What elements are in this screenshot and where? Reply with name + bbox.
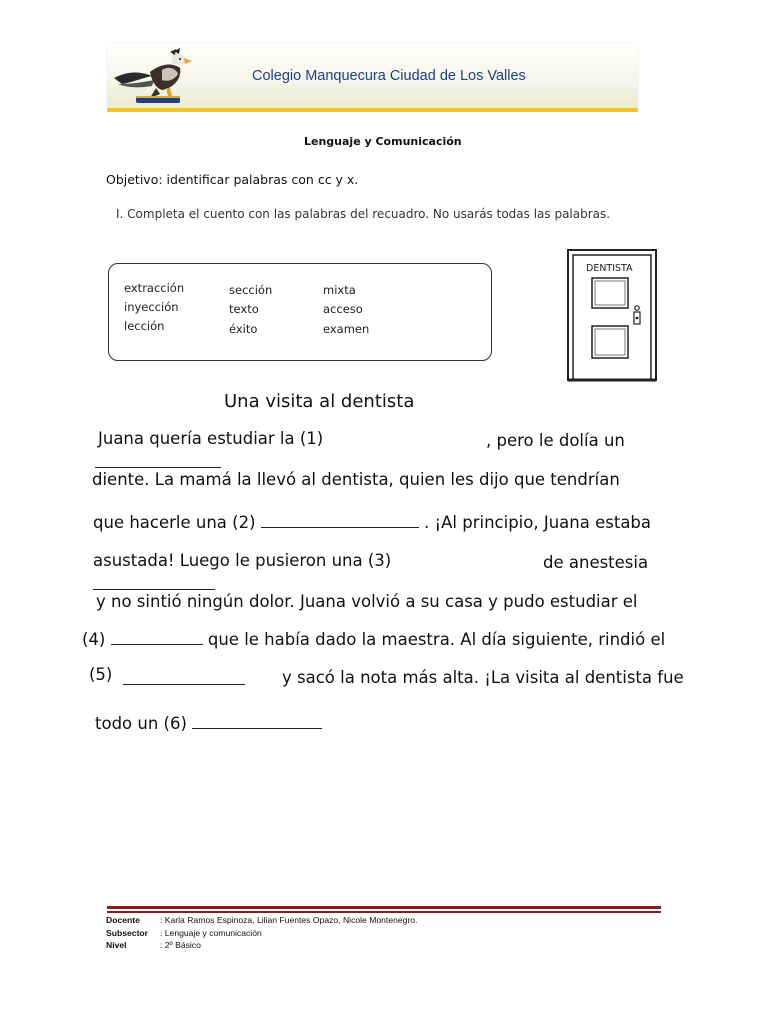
answer-blank-5[interactable] (123, 684, 245, 685)
door-sign: DENTISTA (586, 263, 633, 274)
story-line: asustada! Luego le pusieron una (3) (93, 551, 392, 570)
story-text: . ¡Al principio, Juana estaba (424, 513, 652, 532)
footer-docente-label: Docente (106, 915, 140, 925)
footer-subsector-label: Subsector (106, 928, 149, 938)
story-line (89, 665, 112, 684)
instruction-text: I. Completa el cuento con las palabras del recuadro. No usarás todas las palabras. (116, 207, 611, 221)
story-line (93, 513, 651, 532)
answer-blank-2[interactable] (261, 513, 419, 528)
header-accent-bar (107, 108, 638, 112)
story-text: todo un (6) (95, 714, 187, 733)
word-bank-word: mixta (323, 283, 356, 297)
story-line: y no sintió ningún dolor. Juana volvió a su casa y pudo estudiar el (96, 592, 638, 611)
footer-docente-value: : Karla Ramos Espinoza, Lilian Fuentes Opazo, Nicole Montenegro. (160, 915, 418, 925)
story-line: y sacó la nota más alta. ¡La visita al dentista fue (282, 668, 684, 687)
answer-blank-1[interactable] (95, 467, 221, 468)
objective-text: Objetivo: identificar palabras con cc y x. (106, 172, 359, 187)
story-text: (4) (82, 630, 106, 649)
school-name: Colegio Manquecura Ciudad de Los Valles (252, 68, 526, 84)
word-bank-word: examen (323, 322, 370, 336)
word-bank-word: inyección (124, 300, 179, 314)
word-bank-word: extracción (124, 281, 185, 295)
word-bank-word: acceso (323, 302, 363, 316)
subject-heading: Lenguaje y Comunicación (304, 135, 462, 148)
word-bank-word: texto (229, 302, 259, 316)
answer-blank-3[interactable] (93, 589, 215, 590)
word-bank-word: lección (124, 319, 165, 333)
word-bank-word: sección (229, 283, 273, 297)
answer-blank-6[interactable] (192, 714, 322, 729)
story-line: diente. La mamá la llevó al dentista, quien les dijo que tendrían (92, 470, 620, 489)
word-bank-word: éxito (229, 322, 258, 336)
story-line: , pero le dolía un (486, 431, 625, 450)
story-text: que le había dado la maestra. Al día siguiente, rindió el (207, 630, 666, 649)
answer-blank-4[interactable] (111, 630, 203, 645)
eagle-logo-icon (112, 48, 200, 106)
footer-nivel-value: : 2º Básico (160, 940, 201, 950)
story-title: Una visita al dentista (224, 391, 415, 412)
story-line: de anestesia (543, 553, 649, 572)
dentist-door-icon (566, 248, 658, 384)
footer-rule (107, 911, 661, 913)
story-text: que hacerle una (2) (93, 513, 256, 532)
footer-subsector-value: : Lenguaje y comunicación (160, 928, 262, 938)
story-line (95, 714, 322, 733)
story-line (82, 630, 665, 649)
footer-rule (107, 906, 661, 909)
story-text: (5) (89, 665, 113, 684)
story-line: Juana quería estudiar la (1) (98, 429, 324, 448)
footer-nivel-label: Nivel (106, 940, 127, 950)
